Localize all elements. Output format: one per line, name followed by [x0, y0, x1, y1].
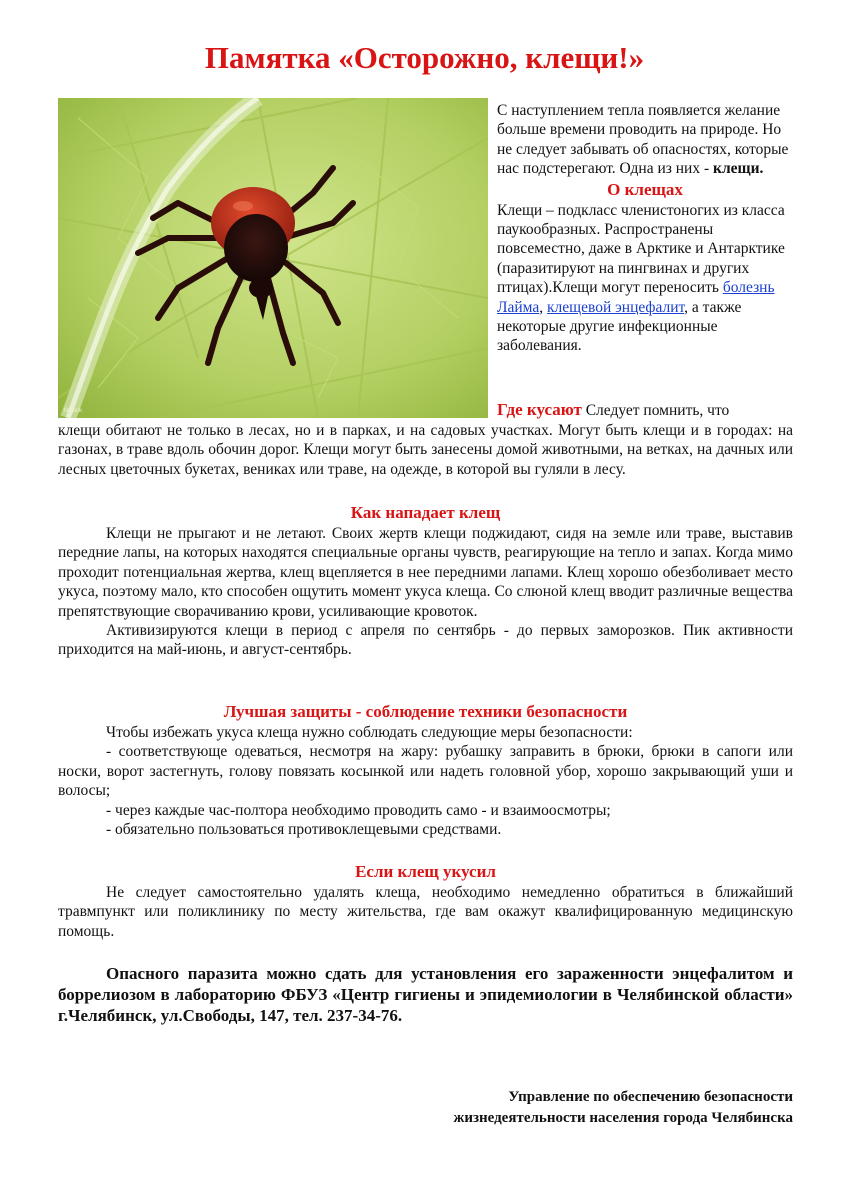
tick-on-leaf-image	[58, 98, 488, 418]
intro-text: С наступлением тепла появляется желание больше времени проводить на природе. Но не следует забывать об опасностях, которые нас подстерегают. Одна из них -	[497, 102, 789, 178]
attack-heading: Как нападает клещ	[350, 503, 501, 522]
where-text-right: Следует помнить, что	[581, 402, 730, 419]
protection-heading: Лучшая защиты - соблюдение техники безопасности	[223, 702, 628, 721]
protection-section	[58, 701, 793, 839]
laboratory-notice-text: Опасного паразита можно сдать для установления его зараженности энцефалитом и боррелиозом в лабораторию ФБУЗ «Центр гигиены и эпидемиологии в Челябинской области» г.Челябинск, ул.Свободы, 147, тел. 237-34-76.	[58, 964, 793, 1025]
tick-encephalitis-link[interactable]: клещевой энцефалит	[547, 298, 685, 316]
about-heading: О клещах	[607, 179, 683, 199]
where-heading: Где кусают	[497, 400, 582, 419]
about-paragraph	[497, 201, 793, 356]
about-text-2: , а также некоторые другие инфекционные заболевания.	[497, 298, 742, 355]
attack-paragraph-1: Клещи не прыгают и не летают. Своих жертв клещи поджидают, сидя на земле или траве, выставив передние лапы, на которых находятся специальные органы чувств, реагирующие на тепло и запах. Когда мимо проходит потенциальная жертва, клещ вцепляется в нее передними лапами. Клещ хорошо обезболивает место укуса, поэтому мало, кто способен ощутить момент укуса клеща. Со слюной клещ вводит различные вещества препятствующие сворачиванию крови, усиливающие кровоток.	[58, 525, 793, 620]
laboratory-notice	[58, 963, 793, 1026]
intro-paragraph	[497, 101, 793, 179]
intro-bold: клещи.	[713, 160, 764, 178]
bitten-section	[58, 861, 793, 941]
photo-credit: ticktick	[64, 408, 82, 414]
about-separator: ,	[539, 298, 548, 316]
footer-line-2: жизнедеятельности населения города Челябинска	[453, 1110, 793, 1126]
bitten-paragraph: Не следует самостоятельно удалять клеща, необходимо немедленно обратиться в ближайший травмпункт или поликлинику по месту жительства, где вам окажут квалифицированную медицинскую помощь.	[58, 884, 793, 940]
protection-paragraph-1: Чтобы избежать укуса клеща нужно соблюдать следующие меры безопасности:	[106, 724, 633, 741]
attack-paragraph-2: Активизируются клещи в период с апреля по сентябрь - до первых заморозков. Пик активности приходится на май-июнь, и август-сентябрь.	[58, 622, 793, 659]
about-text-1: Клещи – подкласс членистоногих из класса паукообразных. Распространены повсеместно, даже в Арктике и Антарктике (паразитируют на пингвинах и других птицах).Клещи могут переносить	[497, 201, 785, 297]
footer-signature	[323, 1087, 793, 1129]
tick-photo	[58, 98, 488, 418]
attack-section	[58, 502, 793, 660]
lyme-disease-link[interactable]: болезнь Лайма	[497, 279, 775, 316]
protection-item-clothing: - соответствующе одеваться, несмотря на жару: рубашку заправить в брюки, брюки в сапоги или носки, ворот застегнуть, голову повязать косынкой или надеть головной убор, хорошо закрывающий уши и волосы;	[58, 743, 793, 800]
footer-line-1: Управление по обеспечению безопасности	[508, 1089, 793, 1105]
page-title: Памятка «Осторожно, клещи!»	[204, 40, 645, 75]
protection-item-inspection: - через каждые час-полтора необходимо проводить само - и взаимоосмотры;	[106, 801, 611, 819]
bitten-heading: Если клещ укусил	[355, 862, 496, 881]
where-first-line	[497, 400, 793, 420]
where-text: клещи обитают не только в лесах, но и в парках, и на садовых участках. Могут быть клещи и в городах: на газонах, в траве вдоль обочин дорог. Клещи могут быть занесены домой животными, на ветках, на дачных или лесных цветочных букетах, вениках или траве, на одежде, в которой вы гуляли в лесу.	[58, 422, 793, 478]
where-paragraph	[58, 421, 793, 479]
protection-item-repellent: - обязательно пользоваться противоклещевыми средствами.	[106, 821, 502, 839]
intro-column	[497, 101, 793, 356]
